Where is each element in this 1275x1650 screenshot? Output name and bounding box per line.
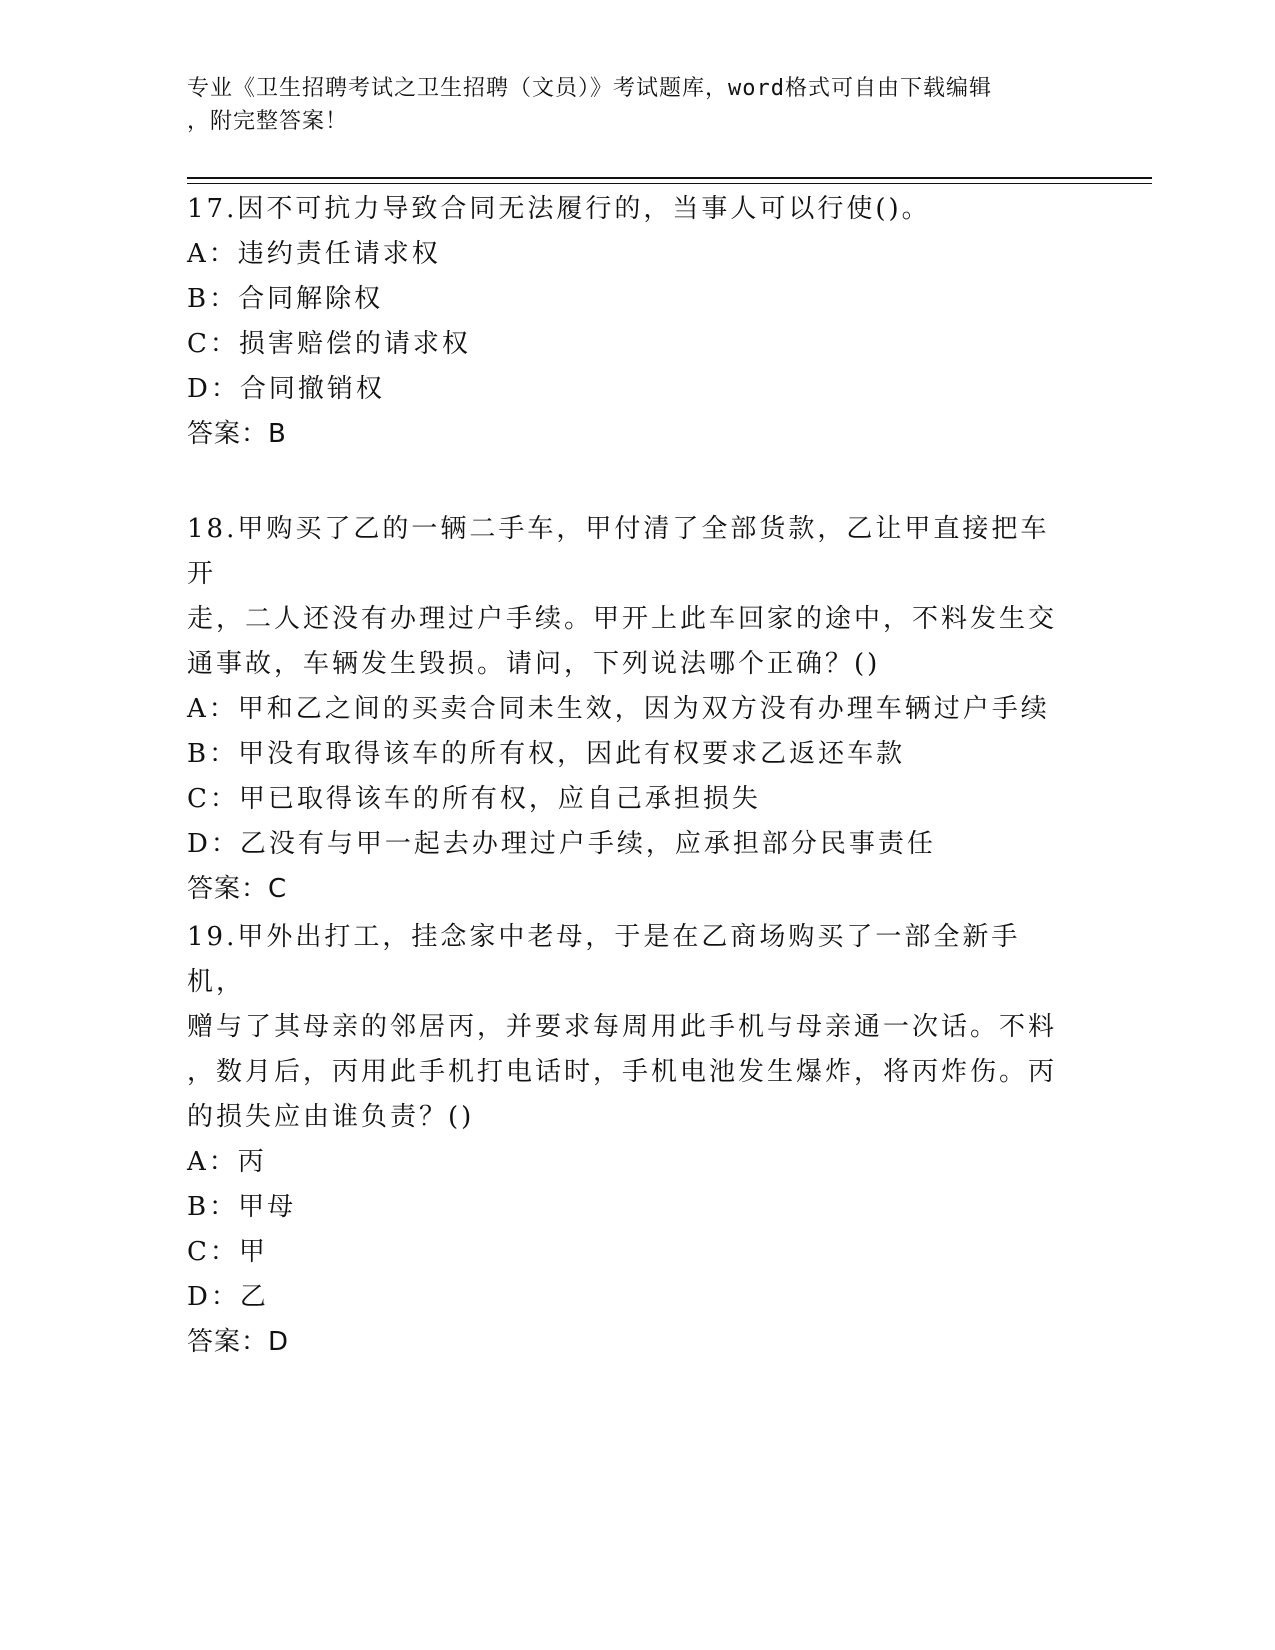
option-b: B：甲没有取得该车的所有权，因此有权要求乙返还车款 bbox=[187, 739, 906, 769]
header-line-1: 专业《卫生招聘考试之卫生招聘（文员）》考试题库，word格式可自由下载编辑 bbox=[187, 76, 992, 101]
document-header bbox=[187, 72, 1067, 138]
option-b: B：合同解除权 bbox=[187, 284, 384, 314]
option-a: A：甲和乙之间的买卖合同未生效，因为双方没有办理车辆过户手续 bbox=[187, 694, 1050, 724]
question-stem-line-2: 赠与了其母亲的邻居丙，并要求每周用此手机与母亲通一次话。不料 bbox=[187, 1012, 1058, 1042]
answer: 答案：C bbox=[187, 874, 288, 904]
question-stem-line-3: ，数月后，丙用此手机打电话时，手机电池发生爆炸，将丙炸伤。丙 bbox=[187, 1057, 1058, 1087]
question-19 bbox=[187, 915, 1077, 1365]
option-b: B：甲母 bbox=[187, 1192, 297, 1222]
question-stem-line-1: 18.甲购买了乙的一辆二手车，甲付清了全部货款，乙让甲直接把车开 bbox=[187, 514, 1050, 589]
question-stem-line-3: 通事故，车辆发生毁损。请问，下列说法哪个正确？() bbox=[187, 649, 881, 679]
option-d: D：乙 bbox=[187, 1282, 269, 1312]
header-divider-thin bbox=[187, 183, 1152, 184]
question-18 bbox=[187, 507, 1077, 912]
answer: 答案：B bbox=[187, 419, 287, 449]
option-c: C：甲 bbox=[187, 1237, 268, 1267]
option-a: A：违约责任请求权 bbox=[187, 239, 441, 269]
option-d: D：乙没有与甲一起去办理过户手续，应承担部分民事责任 bbox=[187, 829, 936, 859]
question-17 bbox=[187, 187, 1077, 457]
option-d: D：合同撤销权 bbox=[187, 374, 385, 404]
question-stem-line-1: 19.甲外出打工，挂念家中老母，于是在乙商场购买了一部全新手机， bbox=[187, 922, 1021, 997]
header-line-2: ，附完整答案！ bbox=[187, 109, 349, 134]
option-c: C：损害赔偿的请求权 bbox=[187, 329, 471, 359]
header-divider-thick bbox=[187, 177, 1152, 179]
question-stem-line-4: 的损失应由谁负责？() bbox=[187, 1102, 475, 1132]
question-stem-line-2: 走，二人还没有办理过户手续。甲开上此车回家的途中，不料发生交 bbox=[187, 604, 1058, 634]
option-c: C：甲已取得该车的所有权，应自己承担损失 bbox=[187, 784, 761, 814]
option-a: A：丙 bbox=[187, 1147, 267, 1177]
answer: 答案：D bbox=[187, 1327, 290, 1357]
question-stem: 17.因不可抗力导致合同无法履行的，当事人可以行使()。 bbox=[187, 194, 931, 224]
